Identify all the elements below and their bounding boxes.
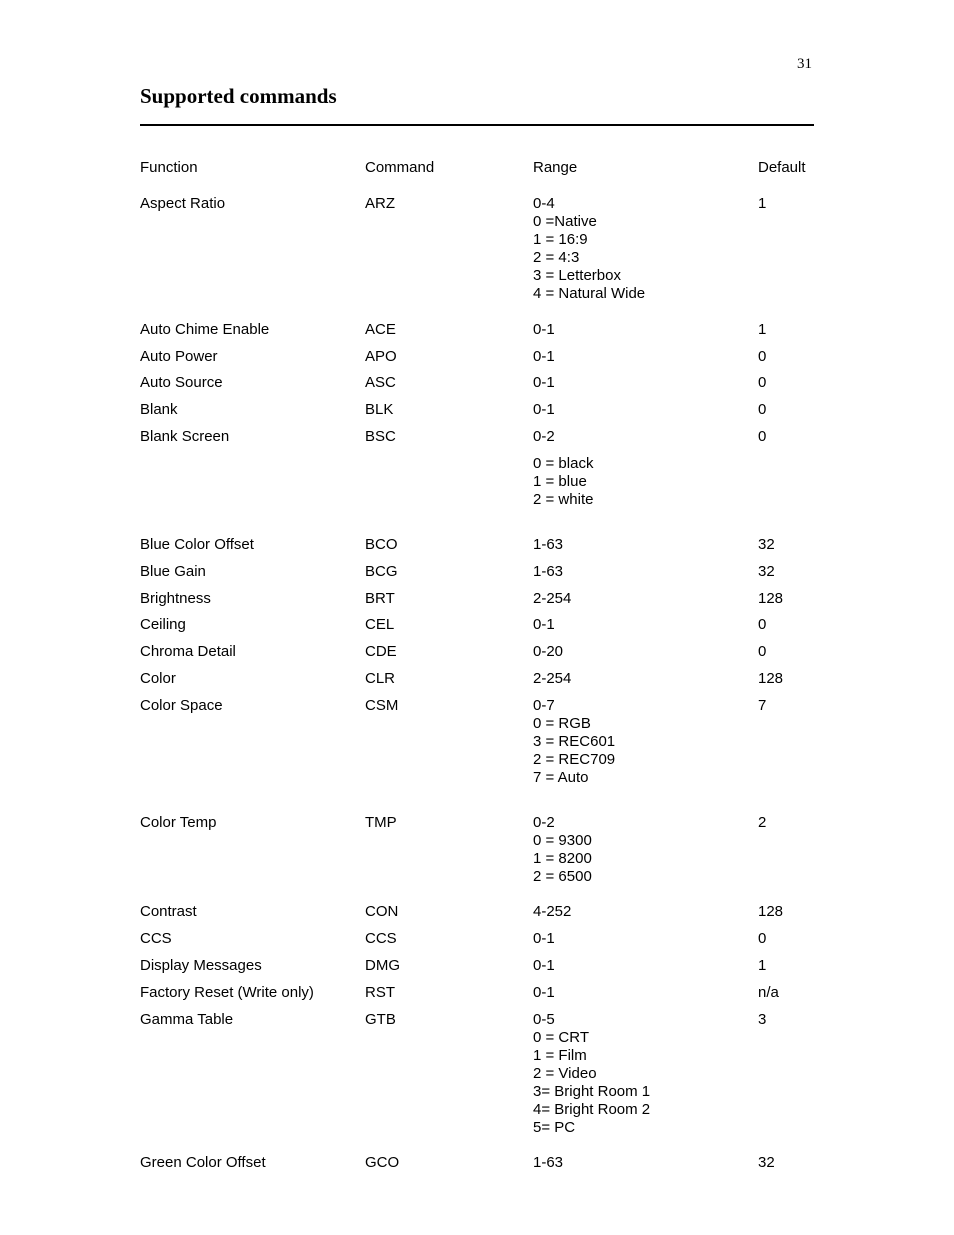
cell-default: 0 bbox=[758, 374, 767, 391]
cell-function: Ceiling bbox=[140, 616, 186, 633]
cell-function: Chroma Detail bbox=[140, 643, 236, 660]
cell-default: 32 bbox=[758, 563, 775, 580]
cell-command: GTB bbox=[365, 1011, 396, 1028]
cell-command: BSC bbox=[365, 428, 396, 445]
page-title: Supported commands bbox=[140, 84, 337, 108]
range-line: 0-1 bbox=[533, 957, 555, 974]
cell-function: Aspect Ratio bbox=[140, 195, 226, 212]
range-line: 0-1 bbox=[533, 321, 555, 338]
cell-function: Gamma Table bbox=[140, 1011, 234, 1028]
range-line: 0-1 bbox=[533, 401, 555, 418]
cell-default: 0 bbox=[758, 348, 767, 365]
title-divider bbox=[140, 124, 814, 126]
cell-range bbox=[533, 195, 645, 303]
cell-range bbox=[533, 563, 563, 581]
cell-command: ARZ bbox=[365, 195, 395, 212]
range-line: 2 = REC709 bbox=[533, 751, 616, 768]
cell-command: BRT bbox=[365, 590, 395, 607]
cell-default: 128 bbox=[758, 670, 784, 687]
cell-default: 1 bbox=[758, 957, 767, 974]
cell-default: 3 bbox=[758, 1011, 767, 1028]
cell-command: RST bbox=[365, 984, 395, 1001]
range-line: 0-1 bbox=[533, 616, 555, 633]
cell-default: 32 bbox=[758, 1154, 775, 1171]
cell-range bbox=[533, 1011, 650, 1137]
cell-range bbox=[533, 984, 555, 1002]
cell-default: 2 bbox=[758, 814, 767, 831]
range-line: 7 = Auto bbox=[533, 769, 589, 786]
cell-command: TMP bbox=[365, 814, 397, 831]
cell-command: CCS bbox=[365, 930, 397, 947]
cell-function: Display Messages bbox=[140, 957, 262, 974]
cell-default: 0 bbox=[758, 401, 767, 418]
cell-range bbox=[533, 957, 555, 975]
cell-function: Auto Source bbox=[140, 374, 223, 391]
range-line: 0-20 bbox=[533, 643, 564, 660]
cell-range bbox=[533, 643, 563, 661]
cell-command: ACE bbox=[365, 321, 396, 338]
range-line: 2-254 bbox=[533, 590, 572, 607]
cell-range bbox=[533, 401, 555, 419]
range-line: 2 = white bbox=[533, 491, 594, 508]
cell-default: 0 bbox=[758, 428, 767, 445]
cell-function: Blank Screen bbox=[140, 428, 230, 445]
cell-range bbox=[533, 590, 571, 608]
header-range: Range bbox=[533, 159, 578, 176]
range-line: 1-63 bbox=[533, 536, 564, 553]
cell-function: Factory Reset (Write only) bbox=[140, 984, 314, 1001]
cell-function: Brightness bbox=[140, 590, 211, 607]
cell-default: n/a bbox=[758, 984, 779, 1001]
range-line: 0-1 bbox=[533, 930, 555, 947]
range-line: 0-1 bbox=[533, 984, 555, 1001]
cell-default: 1 bbox=[758, 321, 767, 338]
cell-command: BCO bbox=[365, 536, 398, 553]
cell-range bbox=[533, 616, 555, 634]
cell-command: CSM bbox=[365, 697, 399, 714]
cell-range bbox=[533, 348, 555, 366]
range-line: 0-2 bbox=[533, 428, 555, 445]
cell-function: Green Color Offset bbox=[140, 1154, 266, 1171]
cell-default: 1 bbox=[758, 195, 767, 212]
range-line: 3= Bright Room 1 bbox=[533, 1083, 651, 1100]
cell-range bbox=[533, 455, 593, 509]
range-line: 2 = 4:3 bbox=[533, 249, 580, 266]
cell-function: Blank bbox=[140, 401, 178, 418]
range-line: 0-5 bbox=[533, 1011, 555, 1028]
range-line: 3 = REC601 bbox=[533, 733, 616, 750]
range-line: 0-1 bbox=[533, 374, 555, 391]
cell-function: Blue Gain bbox=[140, 563, 206, 580]
header-function: Function bbox=[140, 159, 198, 176]
cell-function: Auto Power bbox=[140, 348, 218, 365]
range-line: 1 = Film bbox=[533, 1047, 587, 1064]
range-line: 4 = Natural Wide bbox=[533, 285, 646, 302]
cell-range bbox=[533, 321, 555, 339]
range-line: 1 = 8200 bbox=[533, 850, 592, 867]
cell-command: DMG bbox=[365, 957, 400, 974]
cell-function: Blue Color Offset bbox=[140, 536, 254, 553]
cell-function: Color Temp bbox=[140, 814, 217, 831]
cell-range bbox=[533, 903, 571, 921]
range-line: 0-1 bbox=[533, 348, 555, 365]
cell-default: 0 bbox=[758, 930, 767, 947]
range-line: 2 = 6500 bbox=[533, 868, 592, 885]
range-line: 3 = Letterbox bbox=[533, 267, 621, 284]
range-line: 5= PC bbox=[533, 1119, 576, 1136]
cell-default: 0 bbox=[758, 616, 767, 633]
range-line: 0 =Native bbox=[533, 213, 597, 230]
range-line: 0 = black bbox=[533, 455, 594, 472]
cell-range bbox=[533, 374, 555, 392]
cell-range bbox=[533, 814, 592, 886]
header-command: Command bbox=[365, 159, 435, 176]
cell-range bbox=[533, 428, 555, 446]
range-line: 0 = CRT bbox=[533, 1029, 589, 1046]
range-line: 0-4 bbox=[533, 195, 555, 212]
range-line: 2 = Video bbox=[533, 1065, 597, 1082]
cell-function: Color bbox=[140, 670, 176, 687]
cell-range bbox=[533, 670, 571, 688]
range-line: 0 = RGB bbox=[533, 715, 591, 732]
cell-range bbox=[533, 536, 563, 554]
range-line: 1 = 16:9 bbox=[533, 231, 588, 248]
cell-command: BCG bbox=[365, 563, 398, 580]
cell-default: 128 bbox=[758, 903, 784, 920]
cell-command: CDE bbox=[365, 643, 397, 660]
cell-default: 32 bbox=[758, 536, 775, 553]
cell-command: BLK bbox=[365, 401, 394, 418]
range-line: 0-7 bbox=[533, 697, 555, 714]
range-line: 1 = blue bbox=[533, 473, 587, 490]
range-line: 1-63 bbox=[533, 563, 564, 580]
cell-range bbox=[533, 930, 555, 948]
cell-command: CEL bbox=[365, 616, 395, 633]
range-line: 4= Bright Room 2 bbox=[533, 1101, 651, 1118]
cell-range bbox=[533, 697, 615, 787]
range-line: 0 = 9300 bbox=[533, 832, 592, 849]
page-number: 31 bbox=[797, 56, 812, 72]
range-line: 4-252 bbox=[533, 903, 572, 920]
cell-default: 0 bbox=[758, 643, 767, 660]
cell-command: GCO bbox=[365, 1154, 400, 1171]
cell-command: ASC bbox=[365, 374, 396, 391]
cell-function: CCS bbox=[140, 930, 172, 947]
range-line: 0-2 bbox=[533, 814, 555, 831]
cell-command: APO bbox=[365, 348, 397, 365]
cell-command: CLR bbox=[365, 670, 396, 687]
cell-function: Auto Chime Enable bbox=[140, 321, 270, 338]
cell-function: Color Space bbox=[140, 697, 223, 714]
header-default: Default bbox=[758, 159, 806, 176]
cell-function: Contrast bbox=[140, 903, 197, 920]
range-line: 1-63 bbox=[533, 1154, 564, 1171]
cell-default: 7 bbox=[758, 697, 767, 714]
cell-command: CON bbox=[365, 903, 399, 920]
cell-default: 128 bbox=[758, 590, 784, 607]
range-line: 2-254 bbox=[533, 670, 572, 687]
cell-range bbox=[533, 1154, 563, 1172]
